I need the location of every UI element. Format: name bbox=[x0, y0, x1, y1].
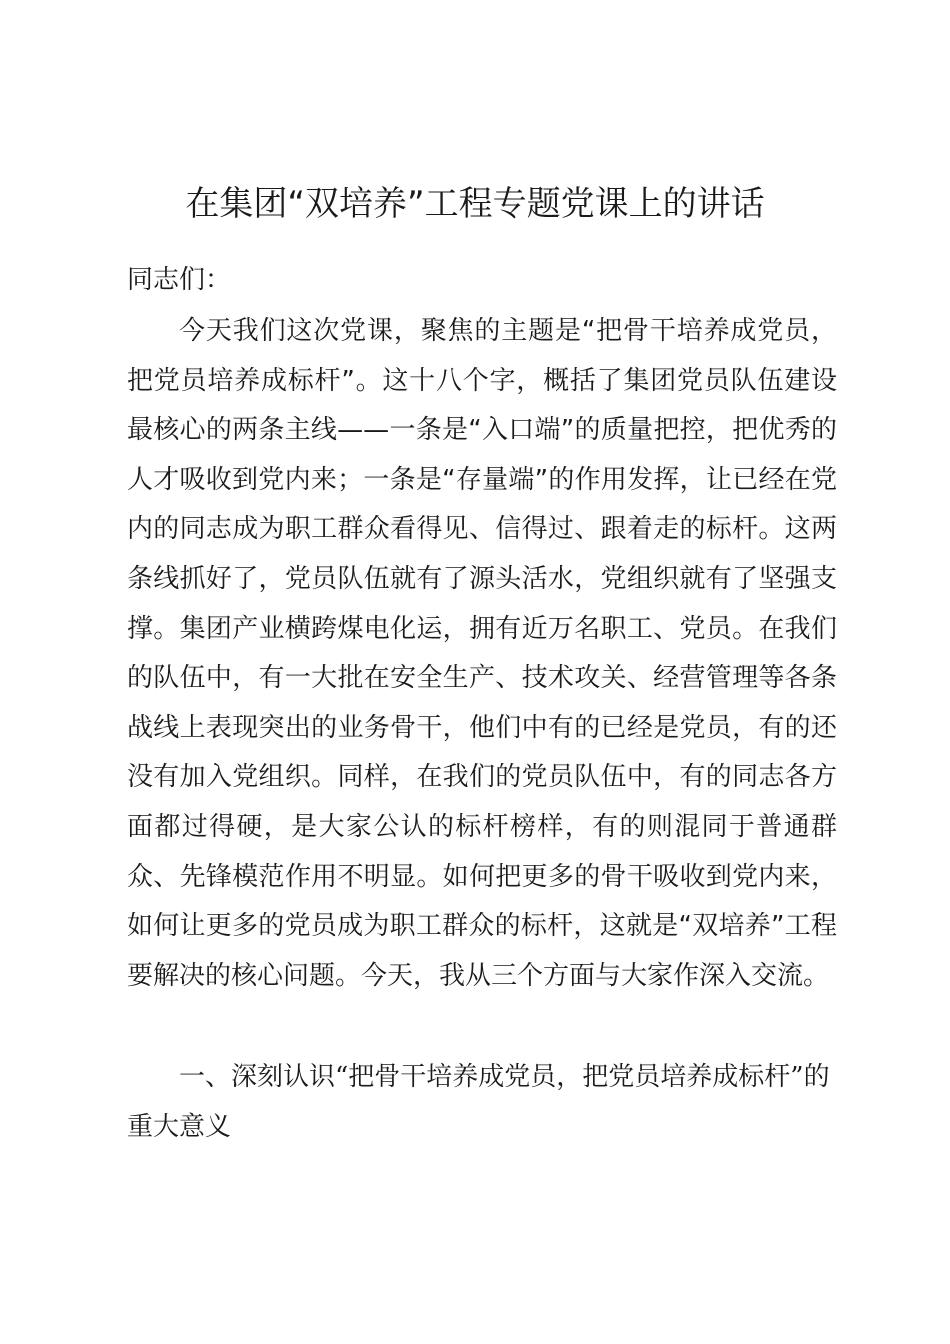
salutation: 同志们： bbox=[127, 265, 232, 295]
document-title: 在集团“双培养”工程专题党课上的讲话 bbox=[185, 184, 765, 224]
section-heading: 一、深刻认识“把骨干培养成党员，把党员培养成标杆”的重大意义 bbox=[127, 1062, 830, 1142]
body-paragraph: 今天我们这次党课，聚焦的主题是“把骨干培养成党员，把党员培养成标杆”。这十八个字，概括了集团党员队伍建设最核心的两条主线——一条是“入口端”的质量把控，把优秀的人才吸收到党内来；一条是“存量端”的作用发挥，让已经在党内的同志成为职工群众看得见、信得过、跟着走的标杆。这两条线抓好了，党员队伍就有了源头活水，党组织就有了坚强支撑。集团产业横跨煤电化运，拥有近万名职工、党员。在我们的队伍中，有一大批在安全生产、技术攻关、经营管理等各条战线上表现突出的业务骨干，他们中有的已经是党员，有的还没有加入党组织。同样，在我们的党员队伍中，有的同志各方面都过得硬，是大家公认的标杆榜样，有的则混同于普通群众、先锋模范作用不明显。如何把更多的骨干吸收到党内来，如何让更多的党员成为职工群众的标杆，这就是“双培养”工程要解决的核心问题。今天，我从三个方面与大家作深入交流。 bbox=[127, 316, 837, 991]
